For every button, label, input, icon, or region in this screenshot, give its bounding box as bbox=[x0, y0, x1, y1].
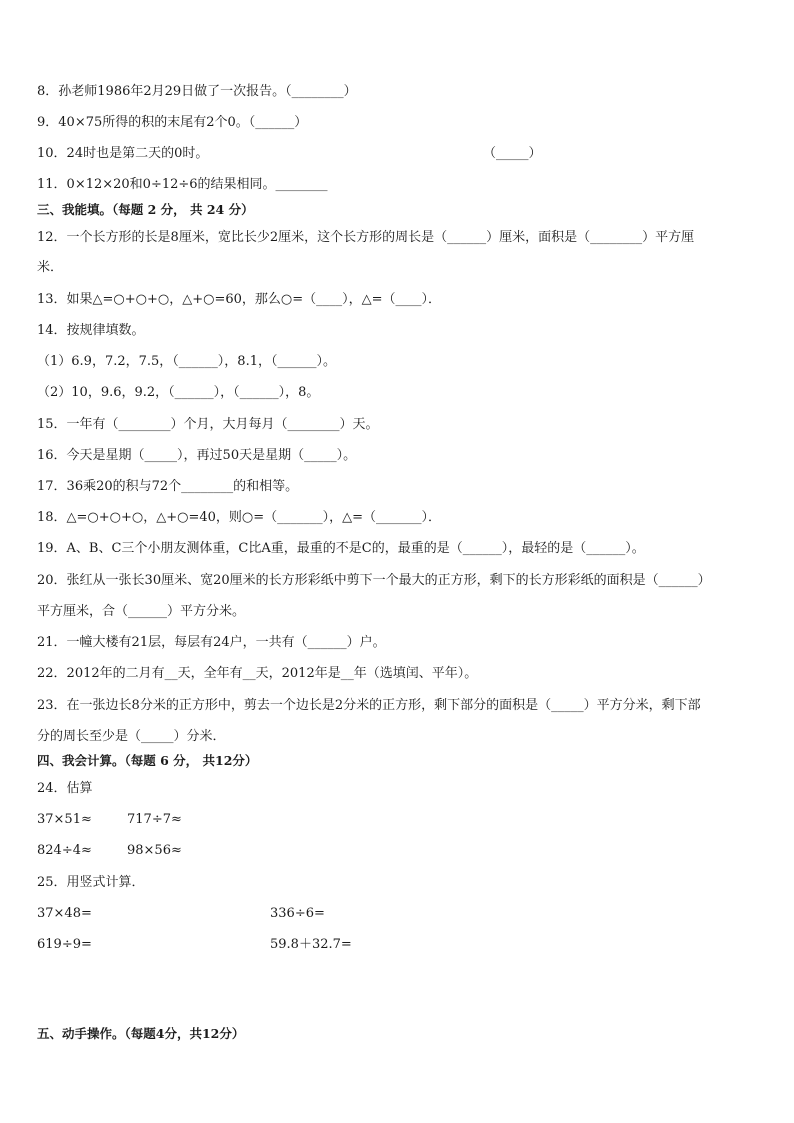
question-14-part-1: （1）6.9，7.2，7.5，（______），8.1，（______）。 bbox=[37, 354, 336, 369]
question-24: 24．估算 bbox=[37, 781, 93, 796]
question-14-part-2: （2）10，9.6，9.2，（______），（______），8。 bbox=[37, 385, 320, 400]
question-25-row-1 bbox=[37, 905, 437, 923]
section-3-heading: 三、我能填。（每题 2 分， 共 24 分） bbox=[37, 202, 254, 217]
question-25: 25．用竖式计算． bbox=[37, 875, 145, 890]
question-23-line-1: 23．在一张边长8分米的正方形中，剪去一个边长是2分米的正方形，剩下部分的面积是（_____）平方分米，剩下部 bbox=[37, 698, 701, 713]
question-13: 13．如果△=○+○+○，△+○=60，那么○=（____），△=（____）． bbox=[37, 292, 442, 307]
question-10 bbox=[37, 145, 597, 163]
question-11: 11．0×12×20和0÷12÷6的结果相同。________ bbox=[37, 177, 328, 192]
question-25-row-2 bbox=[37, 936, 437, 954]
question-20-line-2: 平方厘米，合（______）平方分米。 bbox=[37, 604, 246, 619]
estimate-a: 37×51≈ bbox=[37, 812, 92, 827]
question-24-row-1 bbox=[37, 811, 337, 829]
question-17: 17．36乘20的积与72个________的和相等。 bbox=[37, 479, 299, 494]
section-5-heading: 五、动手操作。（每题4分，共12分） bbox=[37, 1026, 245, 1041]
question-19: 19．A、B、C三个小朋友测体重，C比A重，最重的不是C的，最重的是（______），最轻的是（______）。 bbox=[37, 541, 645, 556]
question-20-line-1: 20．张红从一张长30厘米、宽20厘米的长方形彩纸中剪下一个最大的正方形，剩下的长方形彩纸的面积是（______） bbox=[37, 573, 711, 588]
question-8: 8．孙老师1986年2月29日做了一次报告。（________） bbox=[37, 84, 357, 99]
estimate-b: 717÷7≈ bbox=[127, 812, 182, 827]
question-10-blank: （_____） bbox=[483, 146, 542, 161]
question-18: 18．△=○+○+○，△+○=40，则○=（_______），△=（_______）． bbox=[37, 510, 442, 525]
question-24-row-2 bbox=[37, 842, 337, 860]
question-14: 14．按规律填数。 bbox=[37, 323, 145, 338]
estimate-d: 98×56≈ bbox=[127, 843, 182, 858]
question-22: 22．2012年的二月有__天，全年有__天，2012年是__年（选填闰、平年）。 bbox=[37, 666, 478, 681]
question-16: 16．今天是星期（_____），再过50天是星期（_____）。 bbox=[37, 448, 357, 463]
vertical-calc-c: 619÷9= bbox=[37, 937, 92, 952]
vertical-calc-a: 37×48= bbox=[37, 906, 92, 921]
question-10-text: 10．24时也是第二天的0时。 bbox=[37, 146, 209, 161]
vertical-calc-d: 59.8＋32.7= bbox=[270, 937, 352, 952]
question-9: 9．40×75所得的积的末尾有2个0。（______） bbox=[37, 115, 308, 130]
estimate-c: 824÷4≈ bbox=[37, 843, 92, 858]
section-4-heading: 四、我会计算。（每题 6 分， 共12分） bbox=[37, 753, 258, 768]
vertical-calc-b: 336÷6= bbox=[270, 906, 325, 921]
question-15: 15．一年有（________）个月，大月每月（________）天。 bbox=[37, 417, 379, 432]
question-12-line-2: 米． bbox=[37, 260, 64, 275]
question-23-line-2: 分的周长至少是（_____）分米． bbox=[37, 729, 226, 744]
question-12-line-1: 12．一个长方形的长是8厘米，宽比长少2厘米，这个长方形的周长是（______）厘米，面积是（________）平方厘 bbox=[37, 230, 695, 245]
question-21: 21．一幢大楼有21层，每层有24户，一共有（______）户。 bbox=[37, 635, 386, 650]
